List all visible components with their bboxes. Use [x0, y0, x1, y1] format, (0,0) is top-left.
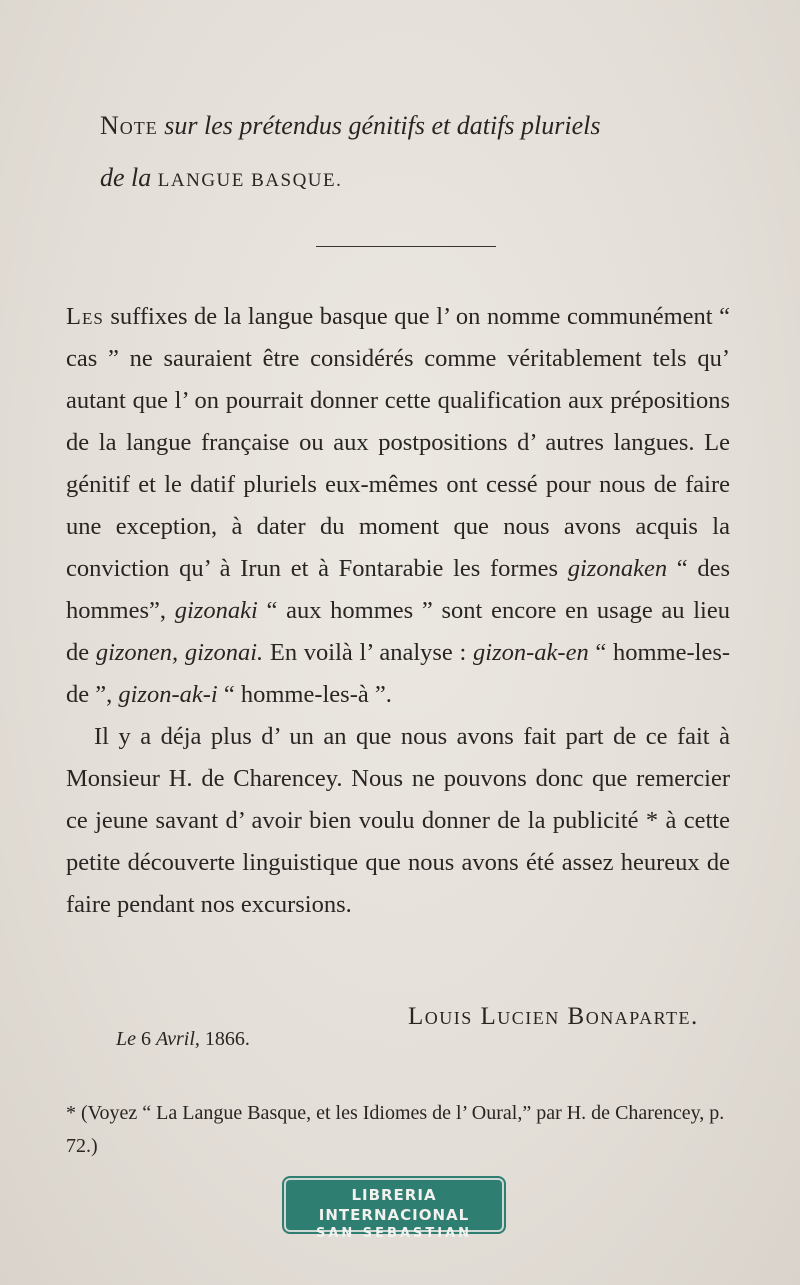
p1-text-c: “ aux hommes ” sont encore en usage au lieu de: [66, 597, 730, 666]
p1-italic-4: gizon-ak-en: [473, 639, 589, 666]
paragraph-1: [66, 296, 730, 716]
paragraph-lead: Les: [66, 303, 104, 330]
p1-italic-1: gizonaken: [567, 555, 668, 582]
title-italic-1: les prétendus génitifs: [204, 111, 425, 140]
title-langue-basque: LANGUE BASQUE.: [157, 170, 343, 191]
p1-text-a: suffixes de la langue basque que l’ on nomme communément “ cas ” ne sauraient être considérés comme véritablement tels qu’ autant que l’ on pourrait donner cette qualification aux prépositions de la langue française ou aux postpositions d’ autres langues. Le génitif et le datif pluriels eux-mêmes ont cessé pour nous de faire une exception, à dater du moment que nous avons acquis la conviction qu’ à Irun et à Fontarabie les formes: [66, 303, 730, 582]
signature: Louis Lucien Bonaparte.: [408, 1003, 699, 1030]
stamp-line-2: SAN SEBASTIAN: [315, 1226, 473, 1241]
date-year: 1866.: [204, 1028, 250, 1050]
p1-text-e: “ homme-les-de ”,: [66, 639, 731, 708]
date-le: Le: [116, 1028, 136, 1050]
p1-text-b: “ des hommes”,: [66, 555, 730, 624]
title-divider: [316, 246, 496, 247]
title-italic-2: datifs pluriels: [456, 111, 601, 140]
date-line: [116, 1028, 250, 1051]
title-note: Note: [100, 111, 158, 140]
bookseller-stamp: [284, 1178, 504, 1241]
title-et: et: [431, 111, 451, 140]
footnote: * (Voyez “ La Langue Basque, et les Idiomes de l’ Oural,” par H. de Charencey, p. 72.): [66, 1102, 725, 1157]
date-month: Avril,: [156, 1028, 200, 1050]
body-text: [66, 296, 730, 926]
stamp-line-1: LIBRERIA INTERNACIONAL: [318, 1186, 470, 1224]
paragraph-2: Il y a déja plus d’ un an que nous avons fait part de ce fait à Monsieur H. de Charencey. Nous ne pouvons donc que remercier ce jeune savant d’ avoir bien voulu donner de la publicité * à cette petite découverte linguistique que nous avons été assez heureux de faire pendant nos excursions.: [66, 723, 730, 918]
page-title: [100, 100, 740, 207]
p1-italic-2: gizonaki: [174, 597, 258, 624]
p1-italic-5: gizon-ak-i: [118, 681, 218, 708]
title-de-la: de la: [100, 163, 152, 192]
p1-text-f: “ homme-les-à ”.: [217, 681, 392, 708]
p1-italic-3: gizonen, gizonai.: [95, 639, 264, 666]
title-sur: sur: [164, 111, 198, 140]
date-day: 6: [141, 1028, 151, 1050]
p1-text-d: En voilà l’ analyse :: [263, 639, 474, 666]
